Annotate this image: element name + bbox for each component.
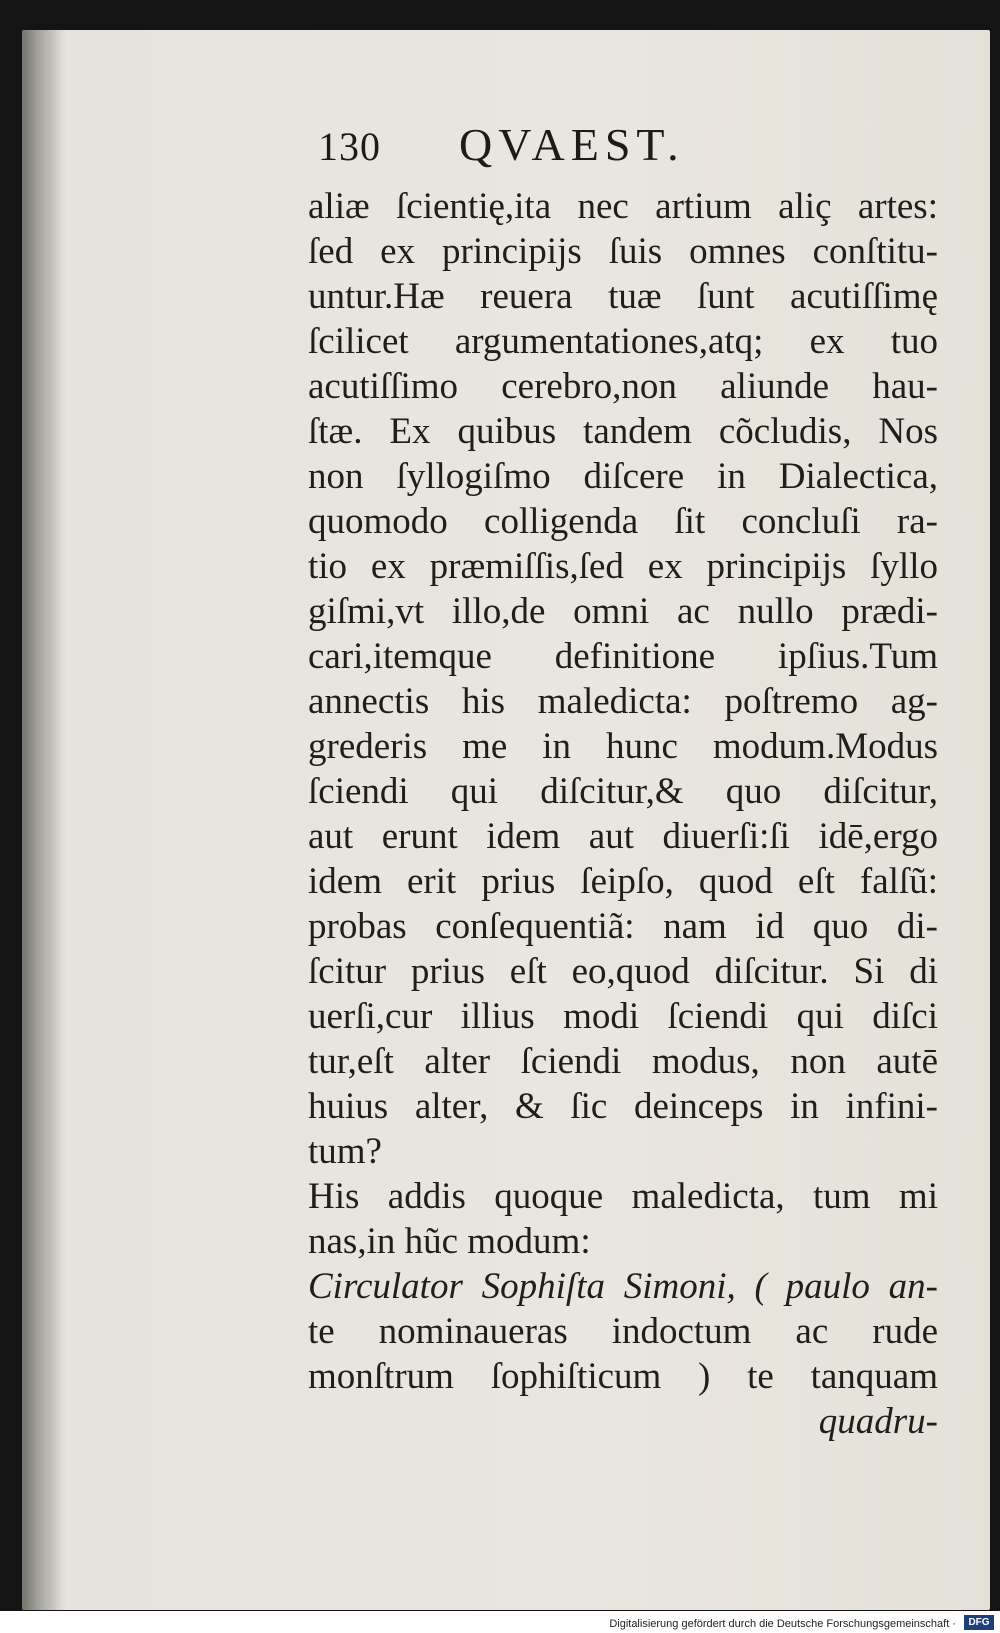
- text-line: Circulator Sophiſta Simoni, ( paulo an-: [308, 1266, 938, 1307]
- text-line: tio ex præmiſſis,ſed ex principijs ſyllo: [308, 546, 938, 587]
- text-line: annectis his maledicta: poſtremo ag-: [308, 681, 938, 722]
- text-line: cari,itemque definitione ipſius.Tum: [308, 636, 938, 677]
- text-line: ſtæ. Ex quibus tandem cõcludis, Nos: [308, 411, 938, 452]
- text-line: untur.Hæ reuera tuæ ſunt acutiſſimę: [308, 276, 938, 317]
- text-line: ſciendi qui diſcitur,& quo diſcitur,: [308, 771, 938, 812]
- text-line: uerſi,cur illius modi ſciendi qui diſci: [308, 996, 938, 1037]
- page-header: [318, 118, 685, 171]
- text-line: acutiſſimo cerebro,non aliunde hau-: [308, 366, 938, 407]
- text-line: probas conſequentiã: nam id quo di-: [308, 906, 938, 947]
- text-line: idem erit prius ſeipſo, quod eſt falſũ:: [308, 861, 938, 902]
- dfg-logo: DFG: [964, 1615, 994, 1630]
- digitization-credit: Digitalisierung gefördert durch die Deutsche Forschungsgemeinschaft ·: [609, 1618, 956, 1630]
- text-line: ſcitur prius eſt eo,quod diſcitur. Si di: [308, 951, 938, 992]
- text-line: grederis me in hunc modum.Modus: [308, 726, 938, 767]
- text-line: nas,in hũc modum:: [308, 1221, 591, 1262]
- text-line: giſmi,vt illo,de omni ac nullo prædi-: [308, 591, 938, 632]
- text-line: tur,eſt alter ſciendi modus, non autē: [308, 1041, 938, 1082]
- text-line: huius alter, & ſic deinceps in infini-: [308, 1086, 938, 1127]
- page-number: 130: [318, 124, 381, 169]
- text-line: aut erunt idem aut diuerſi:ſi idē,ergo: [308, 816, 938, 857]
- footer-strip: [0, 1611, 1000, 1633]
- text-line: non ſyllogiſmo diſcere in Dialectica,: [308, 456, 938, 497]
- text-line: tum?: [308, 1131, 382, 1172]
- text-line: His addis quoque maledicta, tum mi: [308, 1176, 938, 1217]
- text-line: quomodo colligenda ſit concluſi ra-: [308, 501, 938, 542]
- text-line: aliæ ſcientię,ita nec artium aliç artes:: [308, 186, 938, 227]
- text-line: te nominaueras indoctum ac rude: [308, 1311, 938, 1352]
- running-title: QVAEST.: [459, 119, 685, 170]
- spine-shadow: [22, 30, 66, 1610]
- text-line: ſed ex principijs ſuis omnes conſtitu-: [308, 231, 938, 272]
- catchword: quadru-: [818, 1401, 938, 1442]
- text-line: ſcilicet argumentationes,atq; ex tuo: [308, 321, 938, 362]
- body-text: [308, 184, 938, 1444]
- text-line: monſtrum ſophiſticum ) te tanquam: [308, 1356, 938, 1397]
